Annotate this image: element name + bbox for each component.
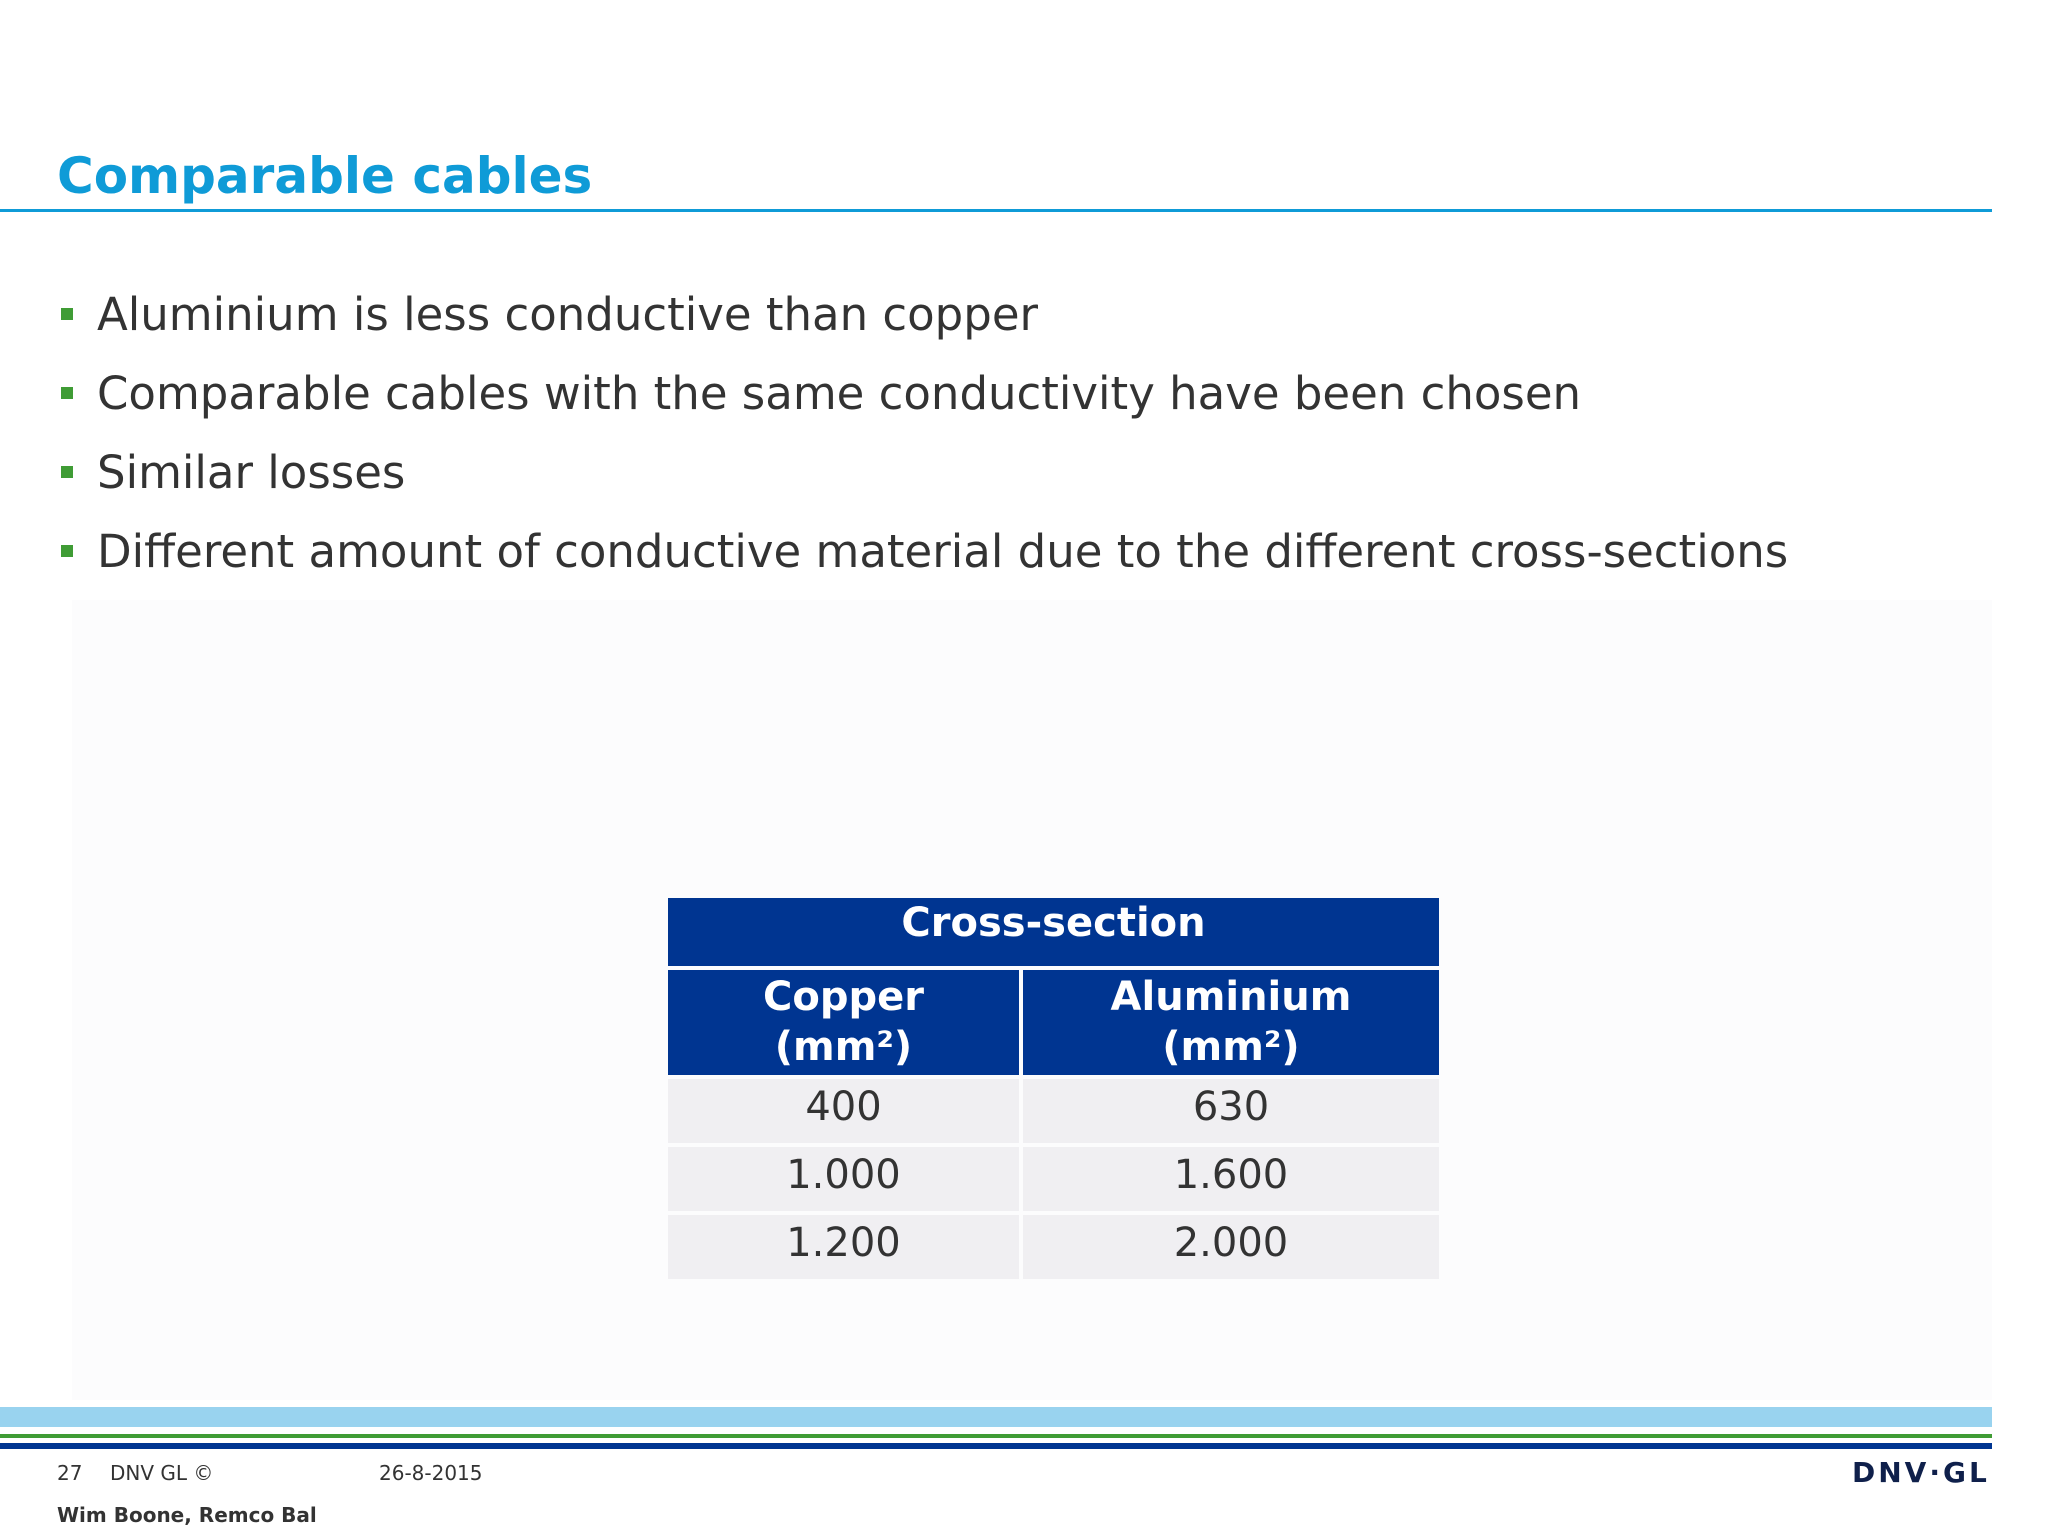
footer-band-light-blue <box>0 1407 1992 1427</box>
table-column-headers <box>668 970 1439 1075</box>
bullet-text: Similar losses <box>97 446 406 499</box>
table-cell-copper: 400 <box>668 1079 1019 1143</box>
footer-band-green <box>0 1434 1992 1438</box>
title-divider <box>0 209 1992 212</box>
copyright-text: DNV GL © <box>110 1461 214 1485</box>
table-cell-aluminium: 1.600 <box>1023 1147 1439 1211</box>
page-number: 27 <box>57 1461 83 1485</box>
bullet-text: Different amount of conductive material due to the different cross-sections <box>97 525 1789 578</box>
column-header-copper: Copper (mm²) <box>668 970 1019 1075</box>
table-cell-aluminium: 2.000 <box>1023 1215 1439 1279</box>
footer-band-dark-blue <box>0 1443 1992 1449</box>
bullet-square-icon <box>61 387 73 399</box>
bullet-text: Aluminium is less conductive than copper <box>97 288 1039 341</box>
footer-authors: Wim Boone, Remco Bal <box>57 1503 317 1527</box>
column-header-aluminium: Aluminium (mm²) <box>1023 970 1439 1075</box>
bullet-text: Comparable cables with the same conductivity have been chosen <box>97 367 1582 420</box>
table-row <box>668 1147 1439 1211</box>
bullet-square-icon <box>61 545 73 557</box>
table-cell-copper: 1.200 <box>668 1215 1019 1279</box>
cross-section-table <box>668 898 1439 1283</box>
footer-date: 26-8-2015 <box>379 1461 483 1485</box>
table-cell-copper: 1.000 <box>668 1147 1019 1211</box>
table-row <box>668 1215 1439 1279</box>
table-row <box>668 1079 1439 1143</box>
slide-title: Comparable cables <box>57 147 593 205</box>
table-cell-aluminium: 630 <box>1023 1079 1439 1143</box>
bullet-square-icon <box>61 308 73 320</box>
table-title-header: Cross-section <box>668 898 1439 966</box>
bullet-square-icon <box>61 466 73 478</box>
dnv-gl-logo: DNV·GL <box>1852 1456 1990 1489</box>
